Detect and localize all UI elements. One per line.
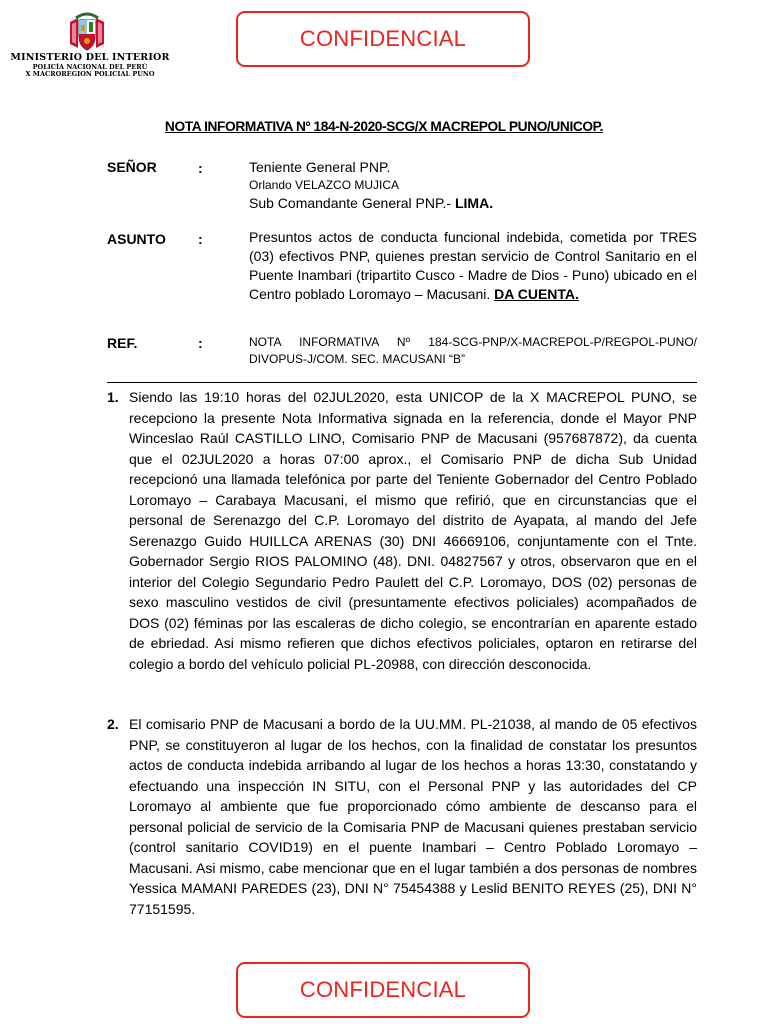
asunto-label: ASUNTO xyxy=(107,231,166,247)
senor-label: SEÑOR xyxy=(107,159,157,175)
peru-coat-of-arms-icon xyxy=(64,8,110,54)
paragraph-2-text: El comisario PNP de Macusani a bordo de la UU.MM. PL-21038, al mando de 05 efectivos PNP, se constituyeron al lugar de los hechos, con la finalidad de constatar los presuntos actos de conducta indebida arribando al lugar de los hechos a horas 13:30, constatando y efectuando una inspección IN SITU, con el Personal PNP y las autoridades del CP Loromayo al ambiente que fue proporcionado cómo ambiente de descanso para el personal policial de servicio de la Comisaria PNP de Macusani quienes prestaban servicio (control sanitario COVID19) en el puente Inambari – Centro Poblado Loromayo – Macusani. Asi mismo, cabe mencionar que en el lugar también a dos personas de nombres Yessica MAMANI PAREDES (23), DNI N° 75454388 y Leslid BENITO REYES (25), DNI N° 77151595. xyxy=(129,716,697,917)
ref-colon: : xyxy=(198,335,203,351)
confidential-stamp-top-label: CONFIDENCIAL xyxy=(299,26,467,51)
ref-value: NOTA INFORMATIVA Nº 184-SCG-PNP/X-MACREPOL-P/REGPOL-PUNO/ DIVOPUS-J/COM. SEC. MACUSANI “B” xyxy=(249,335,697,366)
paragraph-1 xyxy=(107,387,697,674)
ministry-name: MINISTERIO DEL INTERIOR xyxy=(10,52,170,63)
senor-value xyxy=(249,158,697,213)
paragraph-2-number: 2. xyxy=(107,716,119,732)
ref-label: REF. xyxy=(107,335,138,351)
letterhead xyxy=(4,53,176,78)
section-divider xyxy=(107,382,697,383)
asunto-da-cuenta: DA CUENTA. xyxy=(494,286,579,302)
confidential-stamp-bottom xyxy=(236,962,530,1018)
asunto-colon: : xyxy=(198,231,203,247)
region-name: X MACROREGION POLICIAL PUNO xyxy=(25,69,155,78)
paragraph-1-number: 1. xyxy=(107,389,119,405)
senor-line3-prefix: Sub Comandante General PNP.- xyxy=(249,195,455,211)
asunto-value xyxy=(249,228,697,304)
senor-line2: Orlando VELAZCO MUJICA xyxy=(249,178,400,192)
senor-line1: Teniente General PNP. xyxy=(249,159,391,175)
confidential-stamp-top xyxy=(236,11,530,67)
senor-line3-bold: LIMA. xyxy=(454,195,494,211)
document-title: NOTA INFORMATIVA Nº 184-N-2020-SCG/X MACREPOL PUNO/UNICOP. xyxy=(164,118,604,134)
police-name: POLICÍA NACIONAL DEL PERÚ xyxy=(32,62,148,71)
asunto-text: Presuntos actos de conducta funcional indebida, cometida por TRES (03) efectivos PNP, quienes prestan servicio de Control Sanitario en el Puente Inambari (tripartito Cusco - Madre de Dios - Puno) ubicado en el Centro poblado Loromayo – Macusani. xyxy=(249,229,697,302)
confidential-stamp-bottom-label: CONFIDENCIAL xyxy=(299,977,467,1002)
paragraph-1-text: Siendo las 19:10 horas del 02JUL2020, esta UNICOP de la X MACREPOL PUNO, se recepciono la presente Nota Informativa signada en la referencia, donde el Mayor PNP Winceslao Raúl CASTILLO LINO, Comisario PNP de Macusani (957687872), da cuenta que el 02JUL2020 a horas 07:00 aprox., el Comisario PNP de dicha Sub Unidad recepcionó una llamada telefónica por parte del Teniente Gobernador del Centro Poblado Loromayo – Carabaya Macusani, el mismo que refirió, que en circunstancias que el personal de Serenazgo del C.P. Loromayo del distrito de Ayapata, al mando del Jefe Serenazgo Guido HUILLCA ARENAS (30) DNI 46669106, conjuntamente con el Tnte. Gobernador Sergio RIOS PALOMINO (48). DNI. 04827567 y otros, observaron que en el interior del Colegio Segundario Pedro Paulett del C.P. Loromayo, DOS (02) personas de sexo masculino vestidos de civil (presuntamente efectivos policiales) acompañados de DOS (02) féminas por las escaleras de dicho colegio, se encontrarían en aparente estado de ebriedad. Asi mismo refieren que dichos efectivos policiales, optaron en retirarse del colegio a bordo del vehículo policial PL-20988, con dirección desconocida. xyxy=(129,389,697,672)
senor-colon: : xyxy=(198,160,203,176)
senor-line3 xyxy=(249,194,697,213)
paragraph-2 xyxy=(107,714,697,919)
